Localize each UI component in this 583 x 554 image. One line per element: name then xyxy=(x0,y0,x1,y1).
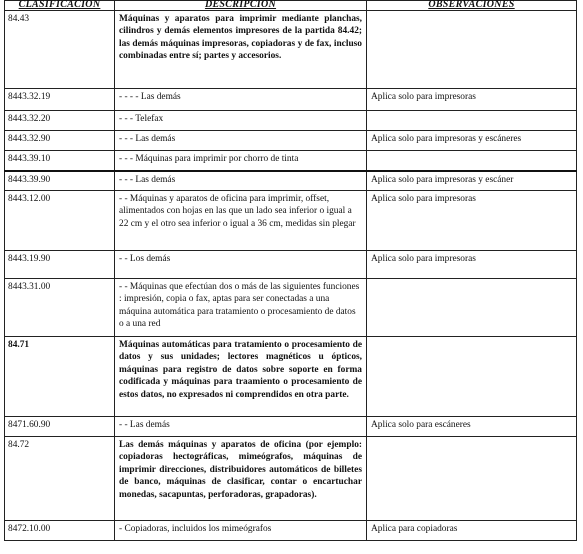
row-description: - - - Las demás xyxy=(115,131,367,151)
row-description: - - - Las demás xyxy=(115,171,367,191)
row-description: - - Máquinas y aparatos de oficina para imprimir, offset, alimentados con hojas en las que un lado sea inferior o igual a 22 cm y el otro sea inferior o igual a 36 cm, medidas sin plegar xyxy=(115,191,367,251)
row-description: - - Máquinas que efectúan dos o más de las siguientes funciones : impresión, copia o fax, aptas para ser conectadas a una máquina automática para tratamiento o procesamiento de datos o a una red xyxy=(115,279,367,337)
row-observation: Aplica solo para impresoras y escáner xyxy=(367,171,577,191)
table-row xyxy=(5,437,577,521)
table-row xyxy=(5,521,577,541)
row-code: 84.72 xyxy=(5,437,115,521)
header-classification: CLASIFICACIÓN xyxy=(5,1,115,11)
row-code: 8443.31.00 xyxy=(5,279,115,337)
row-code: 8443.39.10 xyxy=(5,151,115,171)
table-row xyxy=(5,171,577,191)
header-row xyxy=(5,1,577,11)
row-observation: Aplica solo para impresoras xyxy=(367,191,577,251)
tariff-table-page xyxy=(4,0,576,541)
table-row xyxy=(5,131,577,151)
row-observation xyxy=(367,11,577,89)
table-row xyxy=(5,337,577,417)
row-observation xyxy=(367,279,577,337)
header-observations: OBSERVACIONES xyxy=(367,1,577,11)
row-code: 8443.32.90 xyxy=(5,131,115,151)
row-description: - - Los demás xyxy=(115,251,367,279)
row-observation: Aplica solo para impresoras y escáneres xyxy=(367,131,577,151)
row-description: Máquinas y aparatos para imprimir mediante planchas, cilindros y demás elementos impresores de la partida 84.42; las demás máquinas impresoras, copiadoras y de fax, incluso combinadas entre sí; partes y accesorios. xyxy=(115,11,367,89)
row-observation xyxy=(367,337,577,417)
row-code: 8472.10.00 xyxy=(5,521,115,541)
row-code: 8471.60.90 xyxy=(5,417,115,437)
table-row xyxy=(5,417,577,437)
row-code: 8443.19.90 xyxy=(5,251,115,279)
table-row xyxy=(5,89,577,111)
row-description: Máquinas automáticas para tratamiento o procesamiento de datos y sus unidades; lectores magnéticos u ópticos, máquinas para registro de datos sobre soporte en forma codificada y máquinas para traamiento o procesamiento de estos datos, no expresados ni comprendidos en otra parte. xyxy=(115,337,367,417)
row-code: 84.43 xyxy=(5,11,115,89)
row-observation xyxy=(367,437,577,521)
row-observation xyxy=(367,151,577,171)
row-description: - - - Telefax xyxy=(115,111,367,131)
row-code: 8443.32.20 xyxy=(5,111,115,131)
row-description: - - - Máquinas para imprimir por chorro de tinta xyxy=(115,151,367,171)
row-description: - Copiadoras, incluidos los mimeógrafos xyxy=(115,521,367,541)
row-observation: Aplica solo para escáneres xyxy=(367,417,577,437)
row-observation: Aplica solo para impresoras xyxy=(367,251,577,279)
row-code: 8443.12.00 xyxy=(5,191,115,251)
table-row xyxy=(5,251,577,279)
table-row xyxy=(5,191,577,251)
row-description: - - - - Las demás xyxy=(115,89,367,111)
table-row xyxy=(5,151,577,171)
table-row xyxy=(5,111,577,131)
row-description: - - Las demás xyxy=(115,417,367,437)
table-row xyxy=(5,11,577,89)
header-description: DESCRIPCIÓN xyxy=(115,1,367,11)
row-observation: Aplica solo para impresoras xyxy=(367,89,577,111)
row-observation xyxy=(367,111,577,131)
row-observation: Aplica para copiadoras xyxy=(367,521,577,541)
row-code: 8443.39.90 xyxy=(5,171,115,191)
table-row xyxy=(5,279,577,337)
row-code: 84.71 xyxy=(5,337,115,417)
tariff-table xyxy=(4,0,577,541)
row-description: Las demás máquinas y aparatos de oficina (por ejemplo: copiadoras hectográficas, mimeógrafos, máquinas de imprimir direcciones, distribuidores automáticos de billetes de banco, máquinas de clasificar, contar o encartuchar monedas, sacapuntas, perforadoras, grapadoras). xyxy=(115,437,367,521)
row-code: 8443.32.19 xyxy=(5,89,115,111)
